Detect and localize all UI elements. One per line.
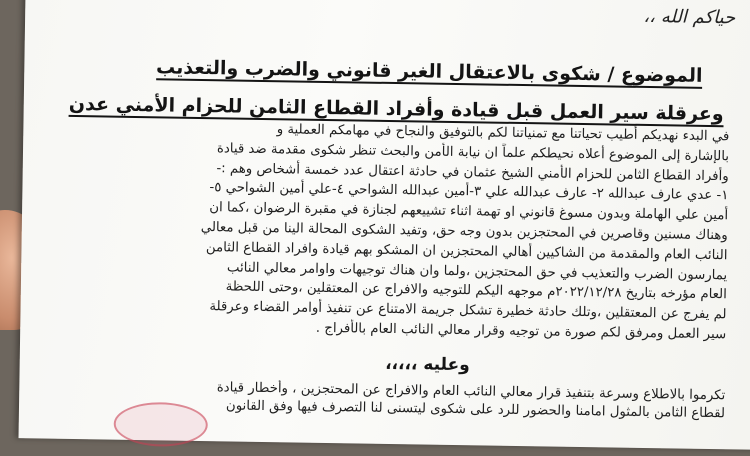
document-sheet <box>19 0 750 450</box>
closing-line: تكرموا بالاطلاع وسرعة بتنفيذ قرار معالي النائب العام والافراج عن المحتجزين ، وأخطار قيادة <box>216 380 726 404</box>
body-line: في البدء نهديكم أطيب تحياتنا مع تمنياتنا لكم بالتوفيق والنجاح في مهامكم العملية و <box>276 122 730 145</box>
body-line: سير العمل ومرفق لكم صورة من توجيه وقرار معالي النائب العام بالأفراج . <box>315 320 727 343</box>
body-line: أمين علي الهاملة وبدون مسوغ قانوني او تهمة اثناء تشييعهم لجنازة في مقبرة الرضوان ،كما ان <box>209 200 729 224</box>
subject-line-1: الموضوع / شكوى بالاعتقال الغير قانوني والضرب والتعذيب <box>155 56 703 87</box>
body-line: وهناك مسنين وقاصرين في المحتجزين بدون وجه حق، وتفيد الشكوى المحالة الينا من قبل معالي <box>200 219 728 244</box>
official-stamp <box>113 402 208 447</box>
body-line: ١- عدي عارف عبدالله ٢- عارف عبدالله علي ٣-أمين عبدالله الشواحي ٤-علي أمين الشواحي ٥- <box>209 180 729 204</box>
greeting: حياكم الله ،، <box>643 5 736 29</box>
and-then-heading: وعليه ،،،،، <box>384 353 470 376</box>
closing-line: لقطاع الثامن بالمثول امامنا والحضور للرد على شكوى ليتسنى لنا التصرف فيها وفق القانون <box>225 398 726 422</box>
body-line: يمارسون الضرب والتعذيب في حق المحتجزين ،ولما وان هناك توجيهات واوامر معالي النائب <box>226 259 728 283</box>
body-line: العام مؤرخه بتاريخ ٢٠٢٢/١٢/٢٨م موجهه اليكم للتوجيه والافراج عن المعتقلين ،وحتى اللحظة <box>225 279 727 303</box>
body-line: لم يفرج عن المعتقلين ،وتلك حادثة خطيرة تشكل جريمة الامتناع عن تنفيذ أوامر القضاء وعرقلة <box>209 299 727 323</box>
letter-body <box>94 117 729 345</box>
body-line: النائب العام والمقدمة من الشاكيين أهالي المحتجزين ان المشكو بهم قيادة وافراد القطاع الثامن <box>205 239 728 264</box>
subject-line-2: وعرقلة سير العمل قبل قيادة وأفراد القطاع الثامن للحزام الأمني عدن <box>68 92 724 126</box>
body-line: وأفراد القطاع الثامن للحزام الأمني الشيخ عثمان في حادثة اعتقال عدد خمسة أشخاص وهم :- <box>216 160 729 184</box>
body-line: بالإشارة إلى الموضوع أعلاه نحيطكم علماً ان نيابة الأمن والبحث تنظر شكوى مقدمة ضد قيادة <box>216 141 730 165</box>
